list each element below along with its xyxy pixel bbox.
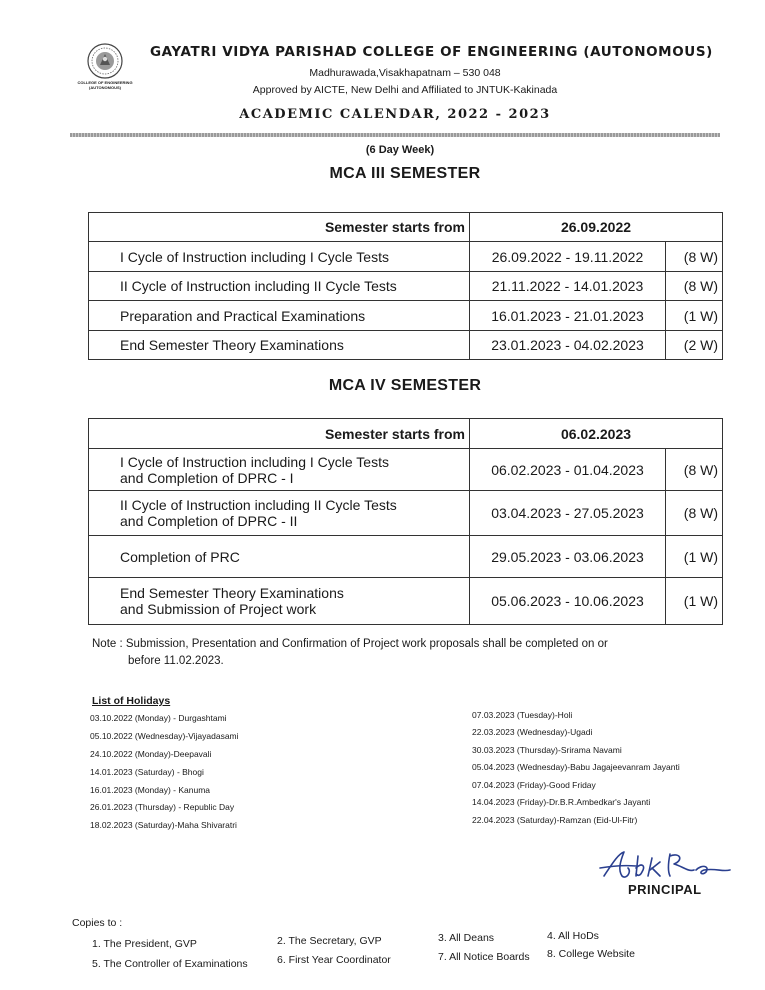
sem4-starts-date: 06.02.2023 bbox=[470, 419, 723, 449]
weeks-cell: (8 W) bbox=[666, 272, 723, 301]
holiday-item: 22.04.2023 (Saturday)-Ramzan (Eid-Ul-Fitr) bbox=[472, 815, 638, 825]
weeks-cell: (8 W) bbox=[666, 491, 723, 536]
activity-line: and Completion of DPRC - II bbox=[120, 513, 298, 529]
header-divider bbox=[70, 133, 720, 137]
copies-to-label: Copies to : bbox=[72, 917, 123, 929]
weeks-cell: (1 W) bbox=[666, 536, 723, 578]
activity-cell bbox=[89, 491, 470, 536]
copy-recipient: 6. First Year Coordinator bbox=[277, 954, 391, 966]
sem4-start-row bbox=[89, 419, 723, 449]
principal-title: PRINCIPAL bbox=[628, 882, 702, 897]
table-row bbox=[89, 491, 723, 536]
sem4-table bbox=[88, 418, 723, 625]
sem3-starts-date: 26.09.2022 bbox=[470, 213, 723, 242]
activity-line: End Semester Theory Examinations bbox=[120, 585, 344, 601]
dates-cell: 03.04.2023 - 27.05.2023 bbox=[470, 491, 666, 536]
holiday-item: 24.10.2022 (Monday)-Deepavali bbox=[90, 749, 212, 759]
holiday-item: 26.01.2023 (Thursday) - Republic Day bbox=[90, 802, 235, 812]
holidays-title: List of Holidays bbox=[92, 695, 171, 707]
dates-cell: 16.01.2023 - 21.01.2023 bbox=[470, 301, 666, 331]
activity-cell: End Semester Theory Examinations bbox=[89, 331, 470, 360]
holiday-item: 05.10.2022 (Wednesday)-Vijayadasami bbox=[90, 731, 239, 741]
weeks-cell: (1 W) bbox=[666, 301, 723, 331]
dates-cell: 26.09.2022 - 19.11.2022 bbox=[470, 242, 666, 272]
activity-cell bbox=[89, 578, 470, 625]
weeks-cell: (1 W) bbox=[666, 578, 723, 625]
dates-cell: 29.05.2023 - 03.06.2023 bbox=[470, 536, 666, 578]
note-line-1: Note : Submission, Presentation and Confirmation of Project work proposals shall be completed on or bbox=[92, 638, 608, 650]
copy-recipient: 1. The President, GVP bbox=[92, 938, 197, 950]
holiday-item: 14.04.2023 (Friday)-Dr.B.R.Ambedkar's Jayanti bbox=[472, 797, 651, 807]
table-row bbox=[89, 449, 723, 491]
dates-cell: 06.02.2023 - 01.04.2023 bbox=[470, 449, 666, 491]
holiday-item: 22.03.2023 (Wednesday)-Ugadi bbox=[472, 727, 593, 737]
holiday-item: 16.01.2023 (Monday) - Kanuma bbox=[90, 785, 211, 795]
holiday-item: 14.01.2023 (Saturday) - Bhogi bbox=[90, 767, 204, 777]
sem3-heading: MCA III SEMESTER bbox=[329, 165, 481, 182]
copy-recipient: 3. All Deans bbox=[438, 932, 495, 944]
dates-cell: 05.06.2023 - 10.06.2023 bbox=[470, 578, 666, 625]
college-address: Madhurawada,Visakhapatnam – 530 048 bbox=[309, 67, 501, 79]
holiday-item: 18.02.2023 (Saturday)-Maha Shivaratri bbox=[90, 820, 237, 830]
sem4-starts-label: Semester starts from bbox=[89, 419, 470, 449]
holiday-item: 30.03.2023 (Thursday)-Srirama Navami bbox=[472, 745, 622, 755]
table-row bbox=[89, 331, 723, 360]
table-row bbox=[89, 272, 723, 301]
table-row bbox=[89, 301, 723, 331]
calendar-title: ACADEMIC CALENDAR, 2022 - 2023 bbox=[239, 107, 551, 122]
activity-cell: I Cycle of Instruction including I Cycle Tests bbox=[89, 242, 470, 272]
table-row bbox=[89, 536, 723, 578]
sem3-starts-label: Semester starts from bbox=[89, 213, 470, 242]
sem3-table bbox=[88, 212, 723, 360]
copy-recipient: 5. The Controller of Examinations bbox=[92, 958, 248, 970]
week-note: (6 Day Week) bbox=[365, 144, 435, 156]
weeks-cell: (8 W) bbox=[666, 242, 723, 272]
activity-cell: Completion of PRC bbox=[89, 536, 470, 578]
copy-recipient: 8. College Website bbox=[547, 948, 635, 960]
activity-cell: Preparation and Practical Examinations bbox=[89, 301, 470, 331]
holiday-item: 07.04.2023 (Friday)-Good Friday bbox=[472, 780, 596, 790]
note-line-2: before 11.02.2023. bbox=[128, 655, 224, 667]
activity-cell bbox=[89, 449, 470, 491]
college-name: GAYATRI VIDYA PARISHAD COLLEGE OF ENGINEERING (AUTONOMOUS) bbox=[150, 44, 713, 60]
dates-cell: 21.11.2022 - 14.01.2023 bbox=[470, 272, 666, 301]
activity-cell: II Cycle of Instruction including II Cycle Tests bbox=[89, 272, 470, 301]
holiday-item: 05.04.2023 (Wednesday)-Babu Jagajeevanram Jayanti bbox=[472, 762, 680, 772]
approval-statement: Approved by AICTE, New Delhi and Affiliated to JNTUK-Kakinada bbox=[252, 84, 558, 96]
activity-line: I Cycle of Instruction including I Cycle Tests bbox=[120, 453, 389, 470]
copy-recipient: 4. All HoDs bbox=[547, 930, 599, 942]
copy-recipient: 2. The Secretary, GVP bbox=[277, 935, 382, 947]
weeks-cell: (2 W) bbox=[666, 331, 723, 360]
logo-text: COLLEGE OF ENGINEERING (AUTONOMOUS) bbox=[77, 80, 133, 90]
sem4-heading: MCA IV SEMESTER bbox=[328, 377, 482, 394]
table-row bbox=[89, 242, 723, 272]
holiday-item: 03.10.2022 (Monday) - Durgashtami bbox=[90, 713, 227, 723]
project-note bbox=[92, 636, 652, 670]
table-row bbox=[89, 578, 723, 625]
activity-line: and Submission of Project work bbox=[120, 601, 317, 617]
sem3-start-row bbox=[89, 213, 723, 242]
holiday-item: 07.03.2023 (Tuesday)-Holi bbox=[472, 710, 573, 720]
weeks-cell: (8 W) bbox=[666, 449, 723, 491]
dates-cell: 23.01.2023 - 04.02.2023 bbox=[470, 331, 666, 360]
copy-recipient: 7. All Notice Boards bbox=[438, 951, 530, 963]
activity-line: II Cycle of Instruction including II Cycle Tests bbox=[120, 497, 397, 513]
activity-line: and Completion of DPRC - I bbox=[120, 469, 294, 486]
